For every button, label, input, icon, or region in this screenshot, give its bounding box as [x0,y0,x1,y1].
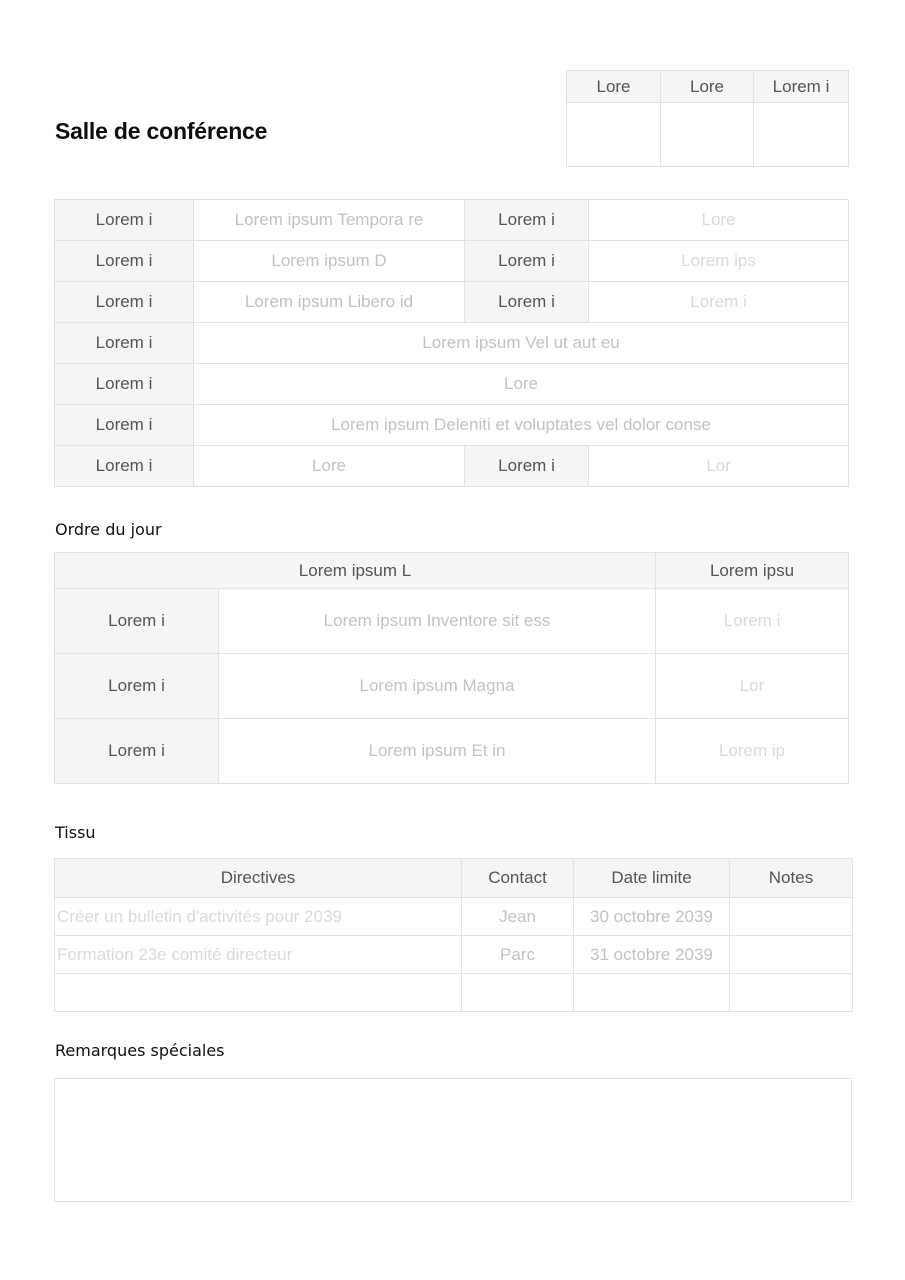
fabric-deadline[interactable]: 31 octobre 2039 [574,936,730,974]
agenda-table [54,552,849,784]
fabric-notes[interactable] [730,936,853,974]
approval-stamp-table [566,70,849,167]
info-label: Lorem i [55,200,194,241]
agenda-item[interactable]: Lorem ipsum Magna [219,654,656,719]
table-row [55,282,849,323]
table-row [55,898,853,936]
info-value[interactable]: Lore [194,364,849,405]
info-label: Lorem i [465,282,589,323]
fabric-table [54,858,853,1012]
remarks-box[interactable] [54,1078,852,1202]
stamp-cell-2[interactable] [661,103,754,167]
info-label: Lorem i [55,364,194,405]
agenda-label: Lorem i [55,719,219,784]
info-value[interactable]: Lore [589,200,849,241]
table-row [55,405,849,446]
fabric-directive[interactable] [55,974,462,1012]
info-label: Lorem i [55,241,194,282]
table-row [55,974,853,1012]
fabric-heading: Tissu [55,823,96,842]
info-value[interactable]: Lorem ipsum Deleniti et voluptates vel dolor conse [194,405,849,446]
table-row [55,589,849,654]
fabric-contact[interactable]: Jean [462,898,574,936]
stamp-header-3: Lorem i [754,71,849,103]
stamp-header-2: Lore [661,71,754,103]
agenda-header-item: Lorem ipsum L [55,553,656,589]
table-row [55,323,849,364]
fabric-deadline[interactable] [574,974,730,1012]
page-title: Salle de conférence [55,118,268,144]
info-value[interactable]: Lor [589,446,849,487]
info-value[interactable]: Lorem ips [589,241,849,282]
info-label: Lorem i [55,405,194,446]
agenda-label: Lorem i [55,654,219,719]
agenda-header-extra: Lorem ipsu [656,553,849,589]
table-row [55,200,849,241]
table-row [55,364,849,405]
agenda-item[interactable]: Lorem ipsum Inventore sit ess [219,589,656,654]
stamp-cell-3[interactable] [754,103,849,167]
table-row [55,241,849,282]
stamp-cell-1[interactable] [567,103,661,167]
agenda-extra[interactable]: Lorem i [656,589,849,654]
fabric-header-directives: Directives [55,859,462,898]
agenda-extra[interactable]: Lorem ip [656,719,849,784]
remarks-heading: Remarques spéciales [55,1041,225,1060]
agenda-item[interactable]: Lorem ipsum Et in [219,719,656,784]
meeting-info-table [54,199,849,487]
table-row [55,654,849,719]
info-value[interactable]: Lorem ipsum Vel ut aut eu [194,323,849,364]
info-value[interactable]: Lorem ipsum Tempora re [194,200,465,241]
agenda-extra[interactable]: Lor [656,654,849,719]
stamp-header-1: Lore [567,71,661,103]
info-label: Lorem i [465,241,589,282]
info-label: Lorem i [465,200,589,241]
table-row [55,936,853,974]
table-row [55,446,849,487]
agenda-label: Lorem i [55,589,219,654]
info-value[interactable]: Lorem i [589,282,849,323]
fabric-notes[interactable] [730,974,853,1012]
info-label: Lorem i [465,446,589,487]
info-value[interactable]: Lore [194,446,465,487]
info-label: Lorem i [55,446,194,487]
fabric-notes[interactable] [730,898,853,936]
fabric-deadline[interactable]: 30 octobre 2039 [574,898,730,936]
info-label: Lorem i [55,282,194,323]
fabric-directive[interactable]: Créer un bulletin d'activités pour 2039 [55,898,462,936]
fabric-header-contact: Contact [462,859,574,898]
info-label: Lorem i [55,323,194,364]
info-value[interactable]: Lorem ipsum D [194,241,465,282]
fabric-contact[interactable] [462,974,574,1012]
agenda-heading: Ordre du jour [55,520,162,539]
fabric-header-deadline: Date limite [574,859,730,898]
fabric-contact[interactable]: Parc [462,936,574,974]
table-row [55,719,849,784]
info-value[interactable]: Lorem ipsum Libero id [194,282,465,323]
fabric-directive[interactable]: Formation 23e comité directeur [55,936,462,974]
fabric-header-notes: Notes [730,859,853,898]
